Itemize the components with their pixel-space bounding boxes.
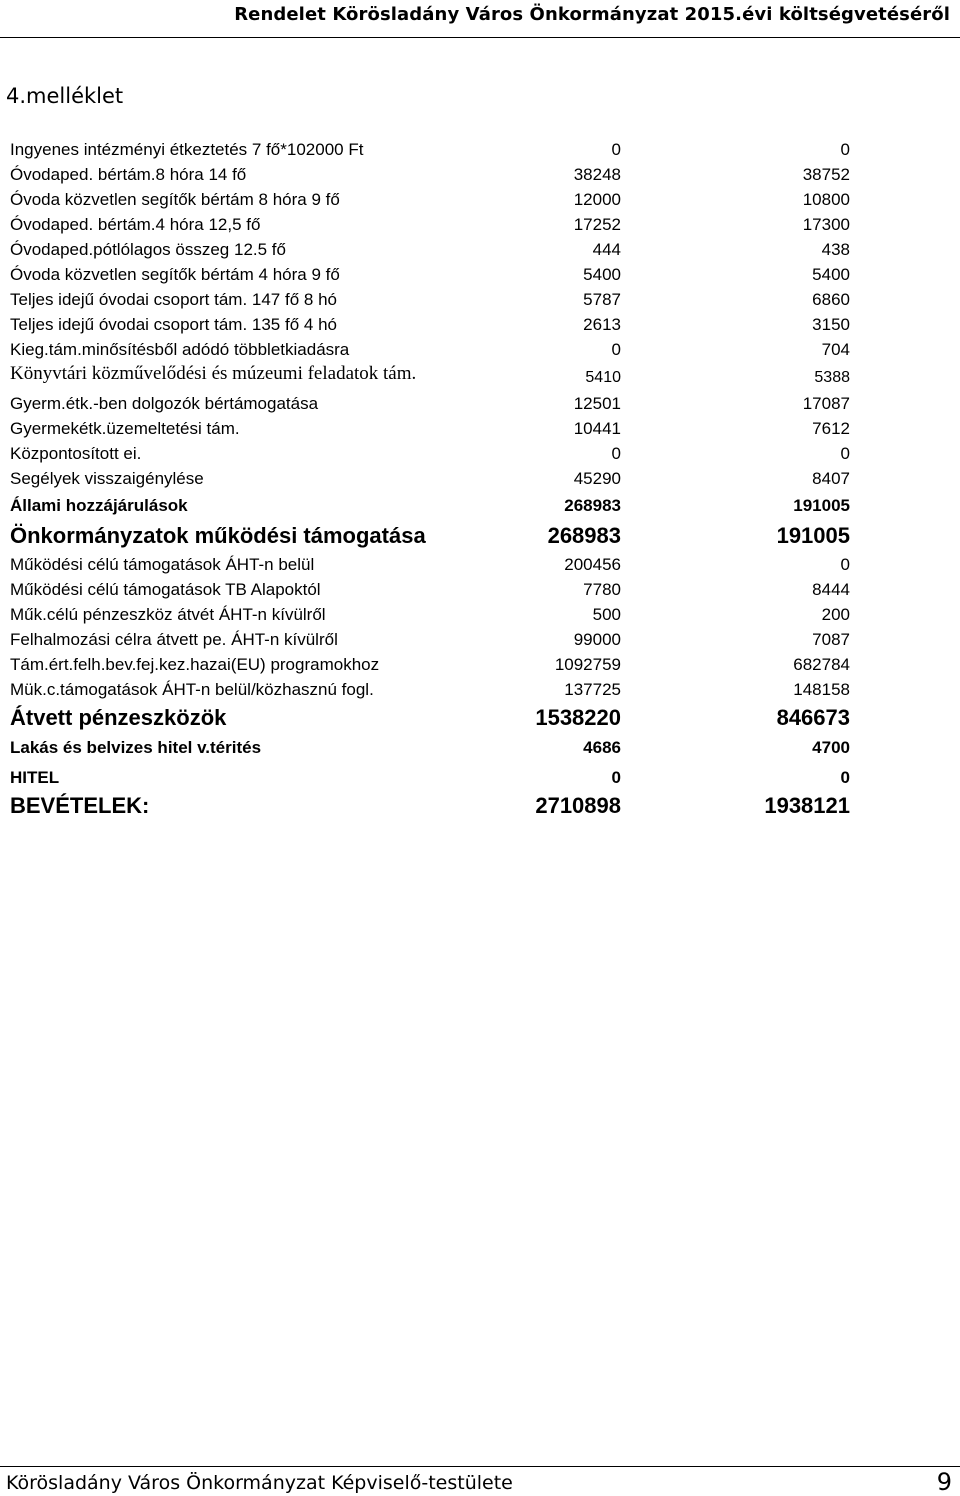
row-label: Állami hozzájárulások	[10, 496, 188, 515]
table-row	[0, 603, 960, 628]
row-value-1: 444	[592, 240, 621, 259]
row-value-1: 4686	[583, 738, 621, 757]
row-label: HITEL	[10, 768, 60, 787]
row-value-2: 0	[840, 444, 850, 463]
table-row	[0, 493, 960, 519]
row-value-2: 38752	[802, 165, 850, 184]
row-value-1: 1092759	[554, 655, 621, 674]
row-value-2: 191005	[776, 523, 850, 548]
row-label: Lakás és belvizes hitel v.térités	[10, 738, 262, 757]
row-value-2: 5400	[812, 265, 850, 284]
row-value-1: 268983	[547, 523, 621, 548]
row-value-1: 10441	[573, 419, 621, 438]
row-value-2: 7087	[812, 630, 850, 649]
row-value-1: 500	[592, 605, 621, 624]
budget-table	[0, 137, 960, 823]
row-value-1: 2710898	[535, 793, 621, 818]
row-value-2: 0	[840, 768, 850, 787]
row-label: Segélyek visszaigénylése	[10, 469, 204, 488]
table-row	[0, 678, 960, 703]
table-row	[0, 628, 960, 653]
table-row	[0, 391, 960, 416]
row-value-2: 191005	[793, 496, 850, 515]
row-value-1: 7780	[583, 580, 621, 599]
table-row	[0, 362, 960, 391]
row-value-1: 137725	[564, 680, 621, 699]
row-value-2: 3150	[812, 315, 850, 334]
row-value-1: 12501	[573, 394, 621, 413]
row-label: Önkormányzatok működési támogatása	[10, 523, 426, 548]
row-value-2: 438	[821, 240, 850, 259]
row-value-1: 45290	[573, 469, 621, 488]
footer-text: Körösladány Város Önkormányzat Képviselő-testülete	[6, 1472, 513, 1494]
row-value-2: 846673	[776, 705, 850, 730]
row-label: Gyerm.étk.-ben dolgozók bértámogatása	[10, 394, 319, 413]
row-label: Könyvtári közművelődési és múzeumi feladatok tám.	[10, 363, 417, 384]
table-row	[0, 237, 960, 262]
table-row	[0, 704, 960, 735]
row-value-2: 4700	[812, 738, 850, 757]
row-value-1: 5400	[583, 265, 621, 284]
row-label: Kieg.tám.minősítésből adódó többletkiadásra	[10, 340, 350, 359]
row-value-2: 0	[840, 140, 850, 159]
table-row	[0, 187, 960, 212]
table-row	[0, 735, 960, 761]
row-label: Gyermekétk.üzemeltetési tám.	[10, 419, 240, 438]
row-label: Műk.célú pénzeszköz átvét ÁHT-n kívülről	[10, 605, 326, 624]
row-label: Óvoda közvetlen segítők bértám 8 hóra 9 fő	[10, 190, 340, 209]
row-label: Átvett pénzeszközök	[10, 705, 227, 730]
header-divider	[0, 37, 960, 38]
table-row	[0, 337, 960, 362]
row-label: Felhalmozási célra átvett pe. ÁHT-n kívülről	[10, 630, 338, 649]
table-row	[0, 441, 960, 466]
row-value-2: 10800	[802, 190, 850, 209]
table-row	[0, 466, 960, 491]
table-row	[0, 137, 960, 162]
table-row	[0, 287, 960, 312]
row-label: Mük.c.támogatások ÁHT-n belül/közhasznú fogl.	[10, 680, 374, 699]
row-value-1: 5410	[585, 369, 621, 386]
row-label: Működési célú támogatások ÁHT-n belül	[10, 555, 315, 574]
row-label: Ingyenes intézményi étkeztetés 7 fő*102000 Ft	[10, 140, 364, 159]
row-value-1: 5787	[583, 290, 621, 309]
row-value-1: 12000	[573, 190, 621, 209]
row-value-1: 268983	[564, 496, 621, 515]
row-label: BEVÉTELEK:	[10, 793, 150, 818]
row-value-1: 200456	[564, 555, 621, 574]
row-label: Teljes idejű óvodai csoport tám. 147 fő 8 hó	[10, 290, 337, 309]
table-row	[0, 553, 960, 578]
row-value-2: 1938121	[764, 793, 850, 818]
row-value-2: 5388	[814, 369, 850, 386]
row-value-2: 7612	[812, 419, 850, 438]
row-value-2: 6860	[812, 290, 850, 309]
footer-divider	[0, 1466, 960, 1467]
annex-label: 4.melléklet	[6, 84, 124, 108]
row-label: Óvoda közvetlen segítők bértám 4 hóra 9 fő	[10, 265, 340, 284]
row-label: Működési célú támogatások TB Alapoktól	[10, 580, 321, 599]
row-value-2: 17087	[802, 394, 850, 413]
row-label: Óvodaped.pótlólagos összeg 12.5 fő	[10, 240, 286, 259]
row-label: Óvodaped. bértám.8 hóra 14 fő	[10, 165, 247, 184]
row-value-2: 704	[821, 340, 850, 359]
table-row	[0, 262, 960, 287]
row-value-1: 0	[611, 444, 621, 463]
row-value-1: 38248	[573, 165, 621, 184]
table-row	[0, 792, 960, 823]
table-row	[0, 765, 960, 791]
row-value-1: 1538220	[535, 705, 621, 730]
row-value-1: 99000	[573, 630, 621, 649]
row-value-2: 0	[840, 555, 850, 574]
row-value-2: 8407	[812, 469, 850, 488]
row-value-2: 8444	[812, 580, 850, 599]
table-row	[0, 416, 960, 441]
table-row	[0, 312, 960, 337]
table-row	[0, 578, 960, 603]
row-value-1: 0	[611, 340, 621, 359]
row-value-2: 200	[821, 605, 850, 624]
page-header-title: Rendelet Körösladány Város Önkormányzat 2015.évi költségvetéséről	[234, 4, 950, 25]
page-number: 9	[936, 1468, 952, 1496]
row-value-2: 148158	[793, 680, 850, 699]
row-label: Óvodaped. bértám.4 hóra 12,5 fő	[10, 215, 261, 234]
row-value-1: 0	[611, 768, 621, 787]
row-label: Tám.ért.felh.bev.fej.kez.hazai(EU) programokhoz	[10, 655, 380, 674]
row-value-1: 17252	[573, 215, 621, 234]
row-value-2: 17300	[802, 215, 850, 234]
table-row	[0, 162, 960, 187]
row-value-2: 682784	[793, 655, 850, 674]
row-value-1: 2613	[583, 315, 621, 334]
row-label: Központosított ei.	[10, 444, 142, 463]
row-label: Teljes idejű óvodai csoport tám. 135 fő 4 hó	[10, 315, 337, 334]
table-row	[0, 653, 960, 678]
table-row	[0, 212, 960, 237]
row-value-1: 0	[611, 140, 621, 159]
table-row	[0, 522, 960, 553]
